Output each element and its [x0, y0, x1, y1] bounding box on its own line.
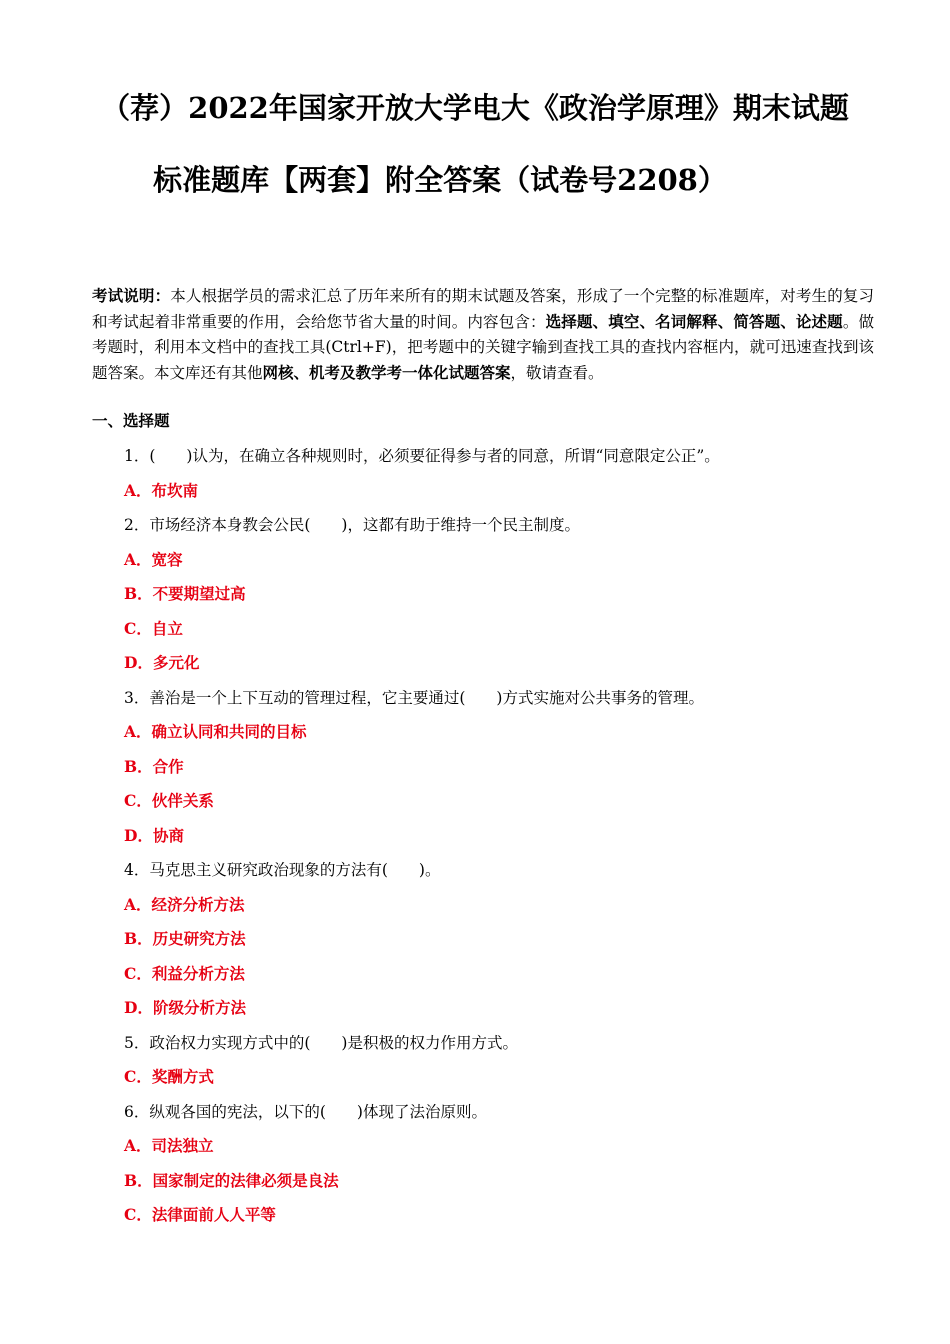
- instructions-text-1: 本人根据学员的需求汇总了历年来所有的期末试题及答案，形成了一个完整的标准题库，对考生的复习和考试起着非常重要的作用，会给您节省大量的时间。内容包含：: [92, 287, 874, 331]
- answer-option: B．不要期望过高: [124, 584, 246, 603]
- answer-option: B．国家制定的法律必须是良法: [124, 1171, 339, 1190]
- question-text: 2．市场经济本身教会公民( )，这都有助于维持一个民主制度。: [124, 516, 580, 534]
- question-text: 3．善治是一个上下互动的管理过程，它主要通过( )方式实施对公共事务的管理。: [124, 689, 704, 707]
- instructions-text-3: ，敬请查看。: [510, 364, 604, 382]
- answer-option: C．奖酬方式: [124, 1067, 214, 1086]
- answer-option: C．法律面前人人平等: [124, 1205, 276, 1224]
- answer-option: D．阶级分析方法: [124, 998, 246, 1017]
- answer-option: C．伙伴关系: [124, 791, 214, 810]
- document-title-line-2: 标准题库【两套】附全答案（试卷号2208）: [153, 163, 727, 197]
- answer-option: A．经济分析方法: [124, 895, 245, 914]
- question-text: 6．纵观各国的宪法，以下的( )体现了法治原则。: [124, 1103, 487, 1121]
- document-title-line-1: （荐）2022年国家开放大学电大《政治学原理》期末试题: [101, 91, 849, 125]
- question-text: 4．马克思主义研究政治现象的方法有( )。: [124, 861, 441, 879]
- answer-option: B．历史研究方法: [124, 929, 246, 948]
- question-text: 1．( )认为，在确立各种规则时，必须要征得参与者的同意，所谓“同意限定公正”。: [124, 447, 720, 465]
- instructions-label: 考试说明：: [92, 286, 171, 305]
- instructions-bold-1: 选择题、填空、名词解释、简答题、论述题: [545, 312, 843, 331]
- question-text: 5．政治权力实现方式中的( )是积极的权力作用方式。: [124, 1034, 518, 1052]
- answer-option: C．利益分析方法: [124, 964, 245, 983]
- answer-option: C．自立: [124, 619, 183, 638]
- answer-option: B．合作: [124, 757, 184, 776]
- instructions-text-2: 。做考题时，利用本文档中的查找工具(Ctrl+F)，把考题中的关键字输到查找工具的查找内容框内，就可迅速查找到该题答案。本文库还有其他: [92, 313, 874, 382]
- answer-option: A．布坎南: [124, 481, 199, 500]
- exam-instructions: [92, 283, 874, 386]
- answer-option: D．多元化: [124, 653, 200, 672]
- instructions-bold-2: 网核、机考及教学考一体化试题答案: [262, 363, 511, 382]
- answer-option: A．司法独立: [124, 1136, 214, 1155]
- answer-option: A．确立认同和共同的目标: [124, 722, 307, 741]
- section-title: 一、选择题: [92, 411, 170, 430]
- answer-option: D．协商: [124, 826, 184, 845]
- answer-option: A．宽容: [124, 550, 183, 569]
